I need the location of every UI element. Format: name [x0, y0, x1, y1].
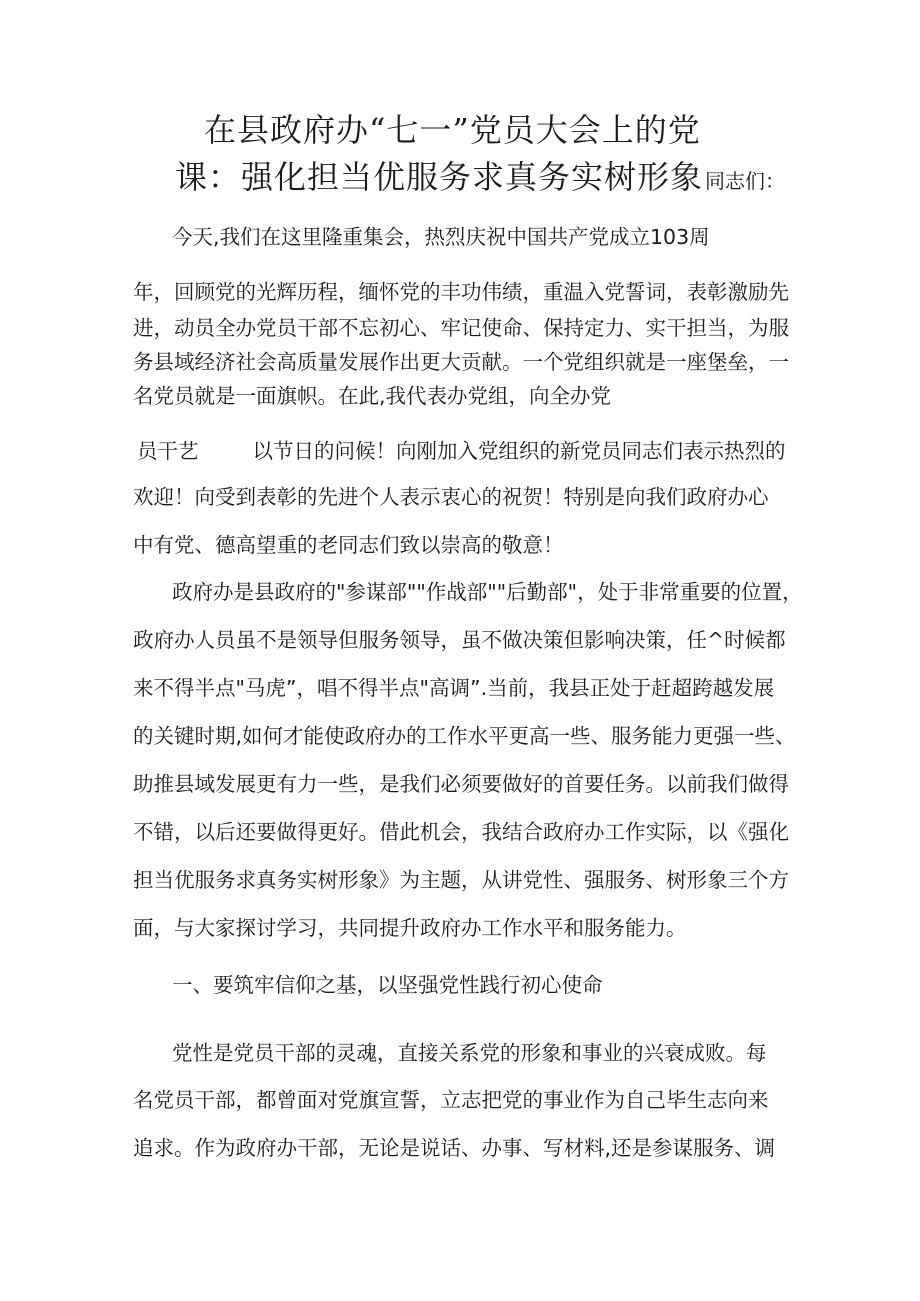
body-line: [133, 381, 611, 411]
body-line: [133, 721, 796, 751]
line-text: 欢迎！向受到表彰的先进个人表示衷心的祝贺！特别是向我们政府办心: [133, 485, 769, 509]
title-text-1: 在县政府办“七一”党员大会上的党: [204, 111, 701, 149]
body-line: [133, 865, 789, 895]
body-line: [133, 673, 774, 703]
body-line: [133, 277, 789, 307]
body-line: [133, 313, 789, 343]
line-text: 名党员干部，都曾面对党旗宣誓，立志把党的事业作为自己毕生志向来: [133, 1088, 769, 1112]
body-line: [137, 436, 786, 466]
document-title-line-1: [204, 110, 701, 150]
body-line: [133, 769, 789, 799]
line-text: 名党员就是一面旗帜。在此,我代表办党组，向全办党: [133, 384, 612, 408]
line-text: 政府办人员虽不是领导但服务领导，虽不做决策但影响决策，任^时候都: [133, 628, 786, 652]
body-line: [172, 577, 803, 607]
body-line: [133, 817, 789, 847]
section-heading: [172, 970, 603, 1000]
line-text: 政府办是县政府的"参谋部""作战部""后勤部"，处于非常重要的位置，: [172, 580, 803, 604]
body-line: [133, 913, 687, 943]
line-text: 不错，以后还要做得更好。借此机会，我结合政府办工作实际，以《强化: [133, 820, 789, 844]
line-text: 年，回顾党的光辉历程，缅怀党的丰功伟绩，重温入党誓词，表彰激励先: [133, 280, 789, 304]
line-text: 追求。作为政府办干部，无论是说话、办事、写材料,还是参谋服务、调: [133, 1136, 776, 1160]
body-line: [133, 530, 564, 560]
body-line: [133, 482, 769, 512]
line-text: 员干艺: [137, 439, 199, 463]
body-line: [133, 347, 789, 377]
salutation: 同志们：: [705, 169, 786, 193]
line-text: 面，与大家探讨学习，共同提升政府办工作水平和服务能力。: [133, 916, 687, 940]
line-text: 来不得半点"马虎”，唱不得半点"高调”.当前，我县正处于赶超跨越发展: [133, 676, 775, 700]
body-line: [133, 1133, 775, 1163]
body-line: [172, 1038, 767, 1068]
line-text: 的关键时期,如何才能使政府办的工作水平更高一些、服务能力更强一些、: [133, 724, 796, 748]
line-text: 党性是党员干部的灵魂，直接关系党的形象和事业的兴衰成败。每: [172, 1041, 767, 1065]
line-text: 以节日的问候！向刚加入党组织的新党员同志们表示热烈的: [252, 439, 786, 463]
line-text: 中有党、德高望重的老同志们致以崇高的敬意！: [133, 533, 564, 557]
body-line: [133, 1085, 769, 1115]
section-heading-text: 一、要筑牢信仰之基，以坚强党性践行初心使命: [172, 973, 603, 997]
line-text: 助推县域发展更有力一些，是我们必须要做好的首要任务。以前我们做得: [133, 772, 789, 796]
body-line: [172, 222, 710, 252]
line-text: 进，动员全办党员干部不忘初心、牢记使命、保持定力、实干担当，为服: [133, 316, 789, 340]
title-text-2: 课：强化担当优服务求真务实树形象: [175, 158, 704, 196]
line-text: 务县域经济社会高质量发展作出更大贡献。一个党组织就是一座堡垒，一: [133, 350, 789, 374]
body-line: [133, 625, 786, 655]
document-title-line-2: [175, 157, 785, 201]
line-text: 担当优服务求真务实树形象》为主题，从讲党性、强服务、树形象三个方: [133, 868, 789, 892]
line-text: 今天,我们在这里隆重集会，热烈庆祝中国共产党成立103周: [172, 225, 710, 249]
